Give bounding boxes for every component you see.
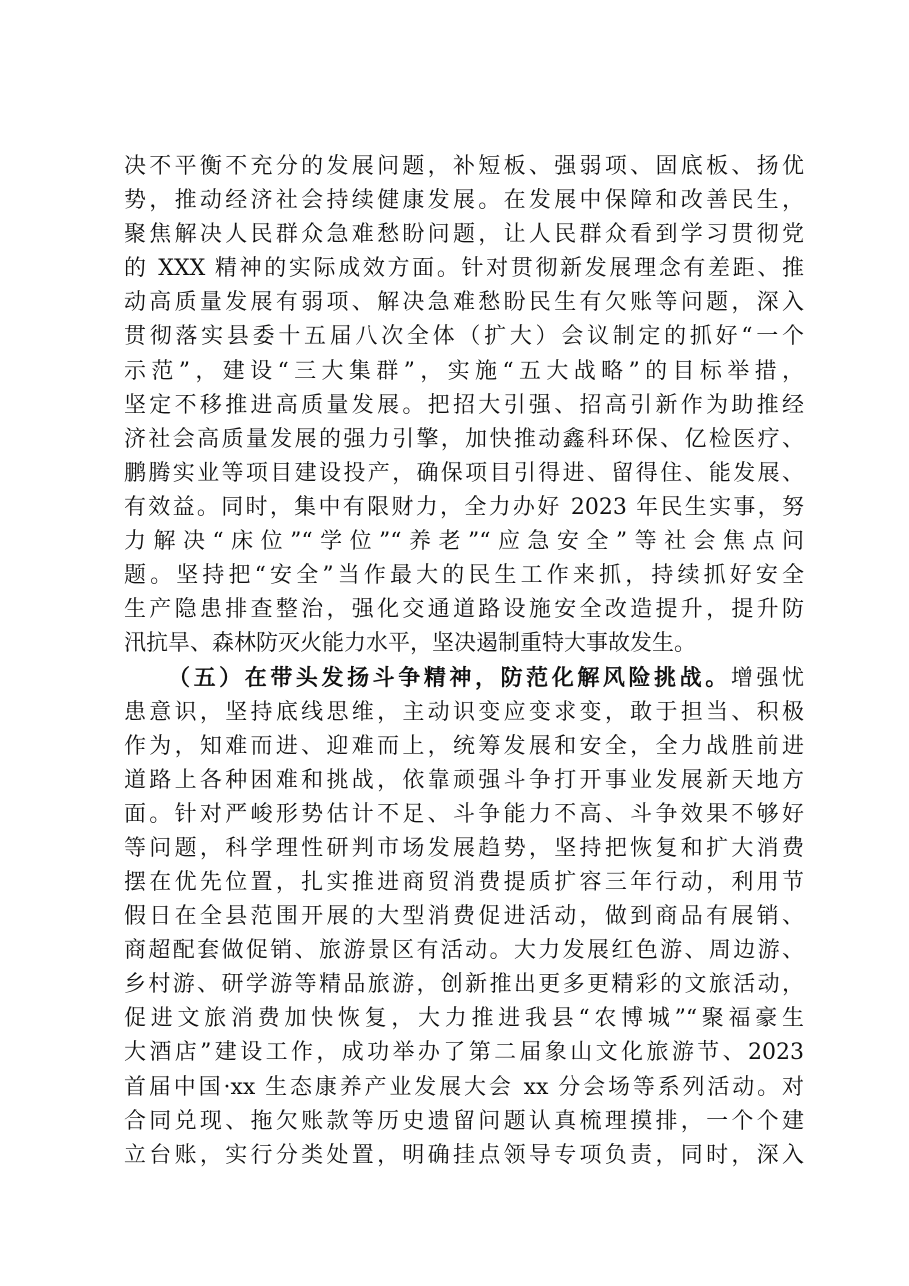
text-line: 贯彻落实县委十五届八次全体（扩大）会议制定的抓好“一个 xyxy=(124,324,804,350)
text-line: 道路上各种困难和挑战，依靠顽强斗争打开事业发展新天地方 xyxy=(124,767,804,793)
text-line: 大酒店”建设工作，成功举办了第二届象山文化旅游节、2023 xyxy=(124,1040,804,1066)
text-line: 患意识，坚持底线思维，主动识变应变求变，敢于担当、积极 xyxy=(124,699,804,725)
text-line: 摆在优先位置，扎实推进商贸消费提质扩容三年行动，利用节 xyxy=(124,869,804,895)
text-line: 立台账，实行分类处置，明确挂点领导专项负责，同时，深入 xyxy=(124,1142,804,1168)
text-line: 决不平衡不充分的发展问题，补短板、强弱项、固底板、扬优 xyxy=(124,154,804,179)
section-heading: （五）在带头发扬斗争精神，防范化解风险挑战。 xyxy=(168,665,731,692)
text-line: 有效益。同时，集中有限财力，全力办好 2023 年民生实事，努 xyxy=(124,494,804,520)
paragraph-1 xyxy=(124,150,804,661)
text-line: 示范”，建设“三大集群”，实施“五大战略”的目标举措， xyxy=(124,358,804,384)
paragraph-first-line xyxy=(124,661,804,695)
text-line: 势，推动经济社会持续健康发展。在发展中保障和改善民生， xyxy=(124,188,804,214)
text-line: 假日在全县范围开展的大型消费促进活动，做到商品有展销、 xyxy=(124,904,804,930)
text-line: 首届中国·xx 生态康养产业发展大会 xx 分会场等系列活动。对 xyxy=(124,1074,804,1100)
text-line: 等问题，科学理性研判市场发展趋势，坚持把恢复和扩大消费 xyxy=(124,835,804,861)
text-line: 坚定不移推进高质量发展。把招大引强、招高引新作为助推经 xyxy=(124,392,804,418)
document-body xyxy=(124,150,804,1173)
text-line: 生产隐患排查整治，强化交通道路设施安全改造提升，提升防 xyxy=(124,597,804,623)
text-line: 力解决“床位”“学位”“养老”“应急安全”等社会焦点问 xyxy=(124,529,804,555)
text-line: 促进文旅消费加快恢复，大力推进我县“农博城”“聚福豪生 xyxy=(124,1006,804,1032)
text-line: 商超配套做促销、旅游景区有活动。大力发展红色游、周边游、 xyxy=(124,938,804,964)
text-line: 作为，知难而进、迎难而上，统筹发展和安全，全力战胜前进 xyxy=(124,733,804,759)
text-line: 动高质量发展有弱项、解决急难愁盼民生有欠账等问题，深入 xyxy=(124,290,804,316)
paragraph-2 xyxy=(124,661,804,1172)
text-line: 乡村游、研学游等精品旅游，创新推出更多更精彩的文旅活动， xyxy=(124,972,804,998)
text-line: 合同兑现、拖欠账款等历史遗留问题认真梳理摸排，一个个建 xyxy=(124,1108,804,1134)
text-line: 鹏腾实业等项目建设投产，确保项目引得进、留得住、能发展、 xyxy=(124,460,804,486)
text-line: 聚焦解决人民群众急难愁盼问题，让人民群众看到学习贯彻党 xyxy=(124,222,804,248)
heading-continuation: 增强忧 xyxy=(730,666,804,692)
text-line: 面。针对严峻形势估计不足、斗争能力不高、斗争效果不够好 xyxy=(124,801,804,827)
text-line: 题。坚持把“安全”当作最大的民生工作来抓，持续抓好安全 xyxy=(124,563,804,589)
text-line: 的 XXX 精神的实际成效方面。针对贯彻新发展理念有差距、推 xyxy=(124,256,804,282)
text-line: 济社会高质量发展的强力引擎，加快推动鑫科环保、亿检医疗、 xyxy=(124,426,804,452)
text-line: 汛抗旱、森林防灭火能力水平，坚决遏制重特大事故发生。 xyxy=(124,631,697,657)
